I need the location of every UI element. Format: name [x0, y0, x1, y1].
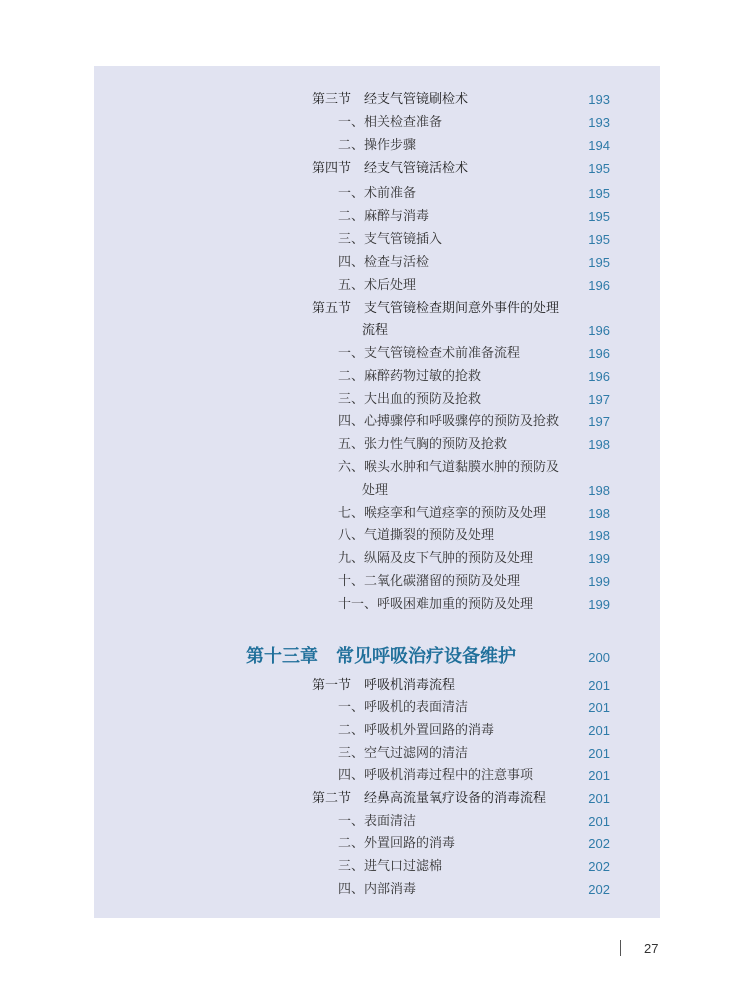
toc-page-number: 196 — [588, 278, 610, 293]
toc-page-number: 201 — [588, 791, 610, 806]
toc-page-number: 196 — [588, 346, 610, 361]
toc-item[interactable]: 四、内部消毒 — [338, 882, 417, 897]
toc-page-number: 201 — [588, 768, 610, 783]
toc-item[interactable]: 五、张力性气胸的预防及抢救 — [338, 437, 508, 452]
toc-section-title[interactable]: 第一节 呼吸机消毒流程 — [312, 678, 456, 693]
toc-item[interactable]: 二、外置回路的消毒 — [338, 836, 456, 851]
toc-item[interactable]: 三、进气口过滤棉 — [338, 859, 443, 874]
folio-page-number: 27 — [644, 941, 659, 956]
toc-item[interactable]: 十一、呼吸困难加重的预防及处理 — [338, 597, 534, 612]
toc-page-number: 195 — [588, 209, 610, 224]
toc-item[interactable]: 一、呼吸机的表面清洁 — [338, 700, 469, 715]
toc-item[interactable]: 一、支气管镜检查术前准备流程 — [338, 346, 521, 361]
toc-item[interactable]: 一、表面清洁 — [338, 814, 417, 829]
toc-item[interactable]: 三、空气过滤网的清洁 — [338, 746, 469, 761]
toc-item[interactable]: 五、术后处理 — [338, 278, 417, 293]
toc-item[interactable]: 二、麻醉与消毒 — [338, 209, 430, 224]
toc-page-number: 196 — [588, 323, 610, 338]
toc-item[interactable]: 二、麻醉药物过敏的抢救 — [338, 369, 482, 384]
toc-section-title[interactable]: 第四节 经支气管镜活检术 — [312, 161, 469, 176]
toc-section-title[interactable]: 第三节 经支气管镜刷检术 — [312, 92, 469, 107]
toc-page-number: 201 — [588, 678, 610, 693]
toc-item[interactable]: 十、二氧化碳潴留的预防及处理 — [338, 574, 521, 589]
toc-page-number: 199 — [588, 551, 610, 566]
toc-section-title-continued[interactable]: 流程 — [362, 323, 389, 338]
toc-page-number: 195 — [588, 186, 610, 201]
toc-page-number: 201 — [588, 723, 610, 738]
toc-chapter-title[interactable]: 第十三章 常见呼吸治疗设备维护 — [246, 646, 516, 667]
toc-page-number: 201 — [588, 814, 610, 829]
toc-section-title[interactable]: 第二节 经鼻高流量氧疗设备的消毒流程 — [312, 791, 547, 806]
toc-page-number: 202 — [588, 836, 610, 851]
toc-item[interactable]: 七、喉痉挛和气道痉挛的预防及处理 — [338, 506, 547, 521]
toc-page-number: 195 — [588, 255, 610, 270]
toc-page-number: 200 — [588, 650, 610, 665]
toc-section-title[interactable]: 第五节 支气管镜检查期间意外事件的处理 — [312, 301, 560, 316]
folio-divider — [620, 940, 621, 956]
toc-page-number: 202 — [588, 859, 610, 874]
toc-item[interactable]: 一、相关检查准备 — [338, 115, 443, 130]
toc-page-number: 198 — [588, 437, 610, 452]
toc-page-number: 195 — [588, 232, 610, 247]
toc-item[interactable]: 四、心搏骤停和呼吸骤停的预防及抢救 — [338, 414, 560, 429]
toc-item[interactable]: 三、大出血的预防及抢救 — [338, 392, 482, 407]
toc-page-number: 198 — [588, 506, 610, 521]
toc-page-number: 199 — [588, 597, 610, 612]
toc-page-number: 195 — [588, 161, 610, 176]
toc-item[interactable]: 二、呼吸机外置回路的消毒 — [338, 723, 495, 738]
toc-item[interactable]: 六、喉头水肿和气道黏膜水肿的预防及 — [338, 460, 560, 475]
toc-page-number: 194 — [588, 138, 610, 153]
toc-page-number: 196 — [588, 369, 610, 384]
toc-page-number: 198 — [588, 483, 610, 498]
toc-page-number: 201 — [588, 700, 610, 715]
toc-page-number: 201 — [588, 746, 610, 761]
toc-item[interactable]: 二、操作步骤 — [338, 138, 417, 153]
toc-item[interactable]: 四、检查与活检 — [338, 255, 430, 270]
toc-item[interactable]: 九、纵隔及皮下气肿的预防及处理 — [338, 551, 534, 566]
toc-item-continued[interactable]: 处理 — [362, 483, 389, 498]
toc-page-number: 197 — [588, 414, 610, 429]
toc-page-number: 193 — [588, 92, 610, 107]
toc-page-number: 198 — [588, 528, 610, 543]
toc-page-number: 199 — [588, 574, 610, 589]
toc-page-number: 193 — [588, 115, 610, 130]
toc-item[interactable]: 三、支气管镜插入 — [338, 232, 443, 247]
toc-item[interactable]: 四、呼吸机消毒过程中的注意事项 — [338, 768, 534, 783]
toc-page-number: 197 — [588, 392, 610, 407]
toc-item[interactable]: 八、气道撕裂的预防及处理 — [338, 528, 495, 543]
toc-item[interactable]: 一、术前准备 — [338, 186, 417, 201]
toc-page-number: 202 — [588, 882, 610, 897]
